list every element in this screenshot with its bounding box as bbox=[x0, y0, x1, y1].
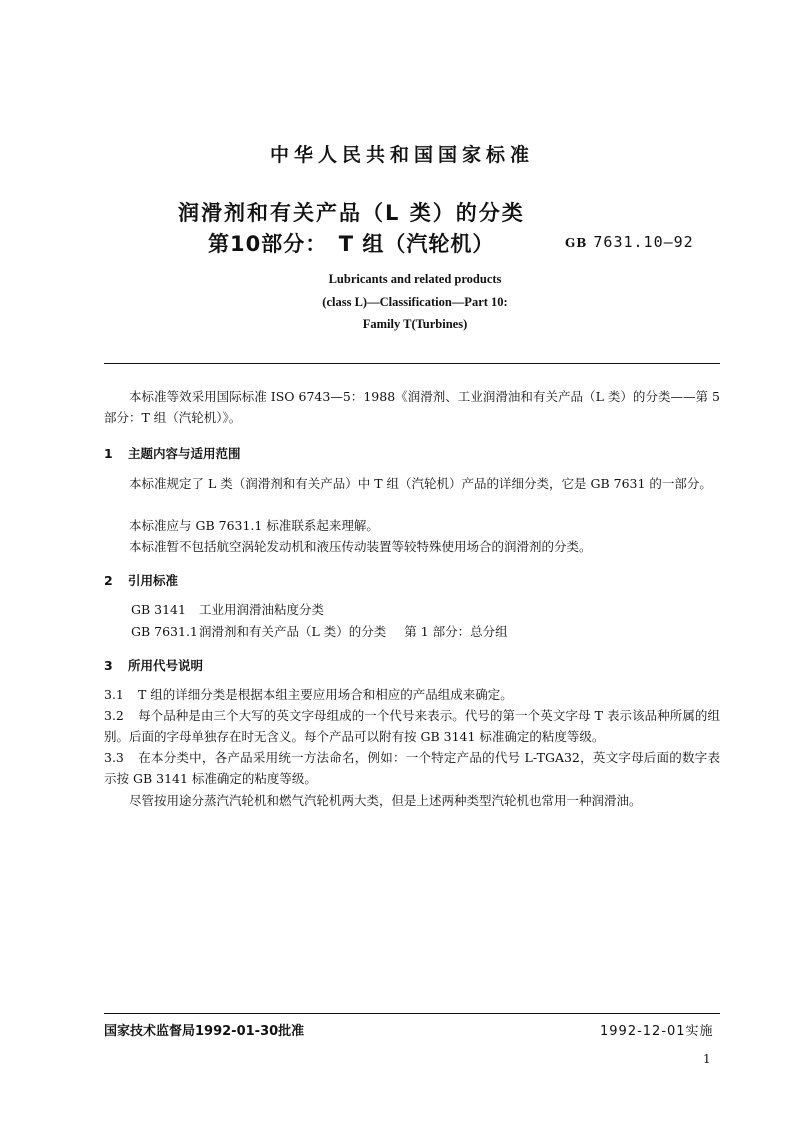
english-title-line1: Lubricants and related products bbox=[328, 272, 502, 286]
clause-text: 在本分类中，各产品采用统一方法命名，例如：一个特定产品的代号 L-TGA32，英文字母后面的数字表示按 GB 3141 标准确定的粘度等级。 bbox=[104, 750, 720, 786]
national-standard-heading: 中华人民共和国国家标准 bbox=[269, 144, 534, 166]
clause-3-1 bbox=[104, 684, 720, 705]
section-number: 3 bbox=[104, 658, 113, 673]
section-1-paragraph-2: 本标准应与 GB 7631.1 标准联系起来理解。 bbox=[129, 518, 379, 533]
section-1-heading bbox=[104, 444, 241, 462]
approval-date: 国家技术监督局1992-01-30批准 bbox=[104, 1024, 305, 1039]
gb-prefix: GB bbox=[565, 236, 588, 250]
english-title-line2: (class L)—Classification—Part 10: bbox=[322, 295, 508, 309]
section-number: 1 bbox=[104, 446, 113, 461]
section-title: 主题内容与适用范围 bbox=[128, 446, 241, 461]
reference-title: 工业用润滑油粘度分类 bbox=[199, 602, 325, 617]
header-divider bbox=[104, 363, 720, 364]
section-2-heading bbox=[104, 571, 178, 589]
section-3-heading bbox=[104, 656, 203, 674]
clause-text: 每个品种是由三个大写的英文字母组成的一个代号来表示。代号的第一个英文字母 T 表示该品种所属的组别。后面的字母单独存在时无含义。每个产品可以附有按 GB 3141 标准确定的粘度等级。 bbox=[104, 708, 720, 744]
document-title-line1: 润滑剂和有关产品（L 类）的分类 bbox=[178, 201, 525, 225]
section-number: 2 bbox=[104, 573, 113, 588]
document-title-line2: 第10部分： T 组（汽轮机） bbox=[208, 232, 495, 256]
clause-3-2 bbox=[104, 705, 720, 747]
section-title: 所用代号说明 bbox=[128, 658, 204, 673]
reference-code: GB 7631.1 bbox=[131, 624, 198, 639]
section-title: 引用标准 bbox=[128, 573, 179, 588]
clause-number: 3.2 bbox=[104, 708, 124, 723]
reference-item bbox=[131, 622, 508, 640]
clause-3-3 bbox=[104, 747, 720, 789]
gb-number: 7631.10—92 bbox=[593, 233, 694, 251]
implementation-date: 1992-12-01实施 bbox=[600, 1024, 714, 1039]
intro-paragraph: 本标准等效采用国际标准 ISO 6743—5：1988《润滑剂、工业润滑油和有关产品（L 类）的分类——第 5 部分：T 组（汽轮机）》。 bbox=[104, 389, 720, 425]
standard-number bbox=[565, 233, 694, 251]
clause-number: 3.3 bbox=[104, 750, 124, 765]
reference-extra: 第 1 部分：总分组 bbox=[404, 624, 508, 639]
english-title-line3: Family T(Turbines) bbox=[362, 317, 468, 331]
section-1-paragraph-1: 本标准规定了 L 类（润滑剂和有关产品）中 T 组（汽轮机）产品的详细分类，它是 GB 7631 的一部分。 bbox=[129, 476, 712, 491]
reference-code: GB 3141 bbox=[131, 602, 186, 617]
clause-number: 3.1 bbox=[104, 687, 124, 702]
section-3-closing-paragraph: 尽管按用途分蒸汽汽轮机和燃气汽轮机两大类，但是上述两种类型汽轮机也常用一种润滑油。 bbox=[129, 793, 642, 808]
reference-title: 润滑剂和有关产品（L 类）的分类 bbox=[199, 624, 387, 639]
reference-item bbox=[131, 600, 324, 618]
clause-text: T 组的详细分类是根据本组主要应用场合和相应的产品组成来确定。 bbox=[138, 687, 513, 702]
page-number: 1 bbox=[703, 1052, 711, 1066]
footer-divider bbox=[104, 1013, 720, 1014]
section-1-paragraph-3: 本标准暂不包括航空涡轮发动机和液压传动装置等较特殊使用场合的润滑剂的分类。 bbox=[129, 539, 592, 554]
